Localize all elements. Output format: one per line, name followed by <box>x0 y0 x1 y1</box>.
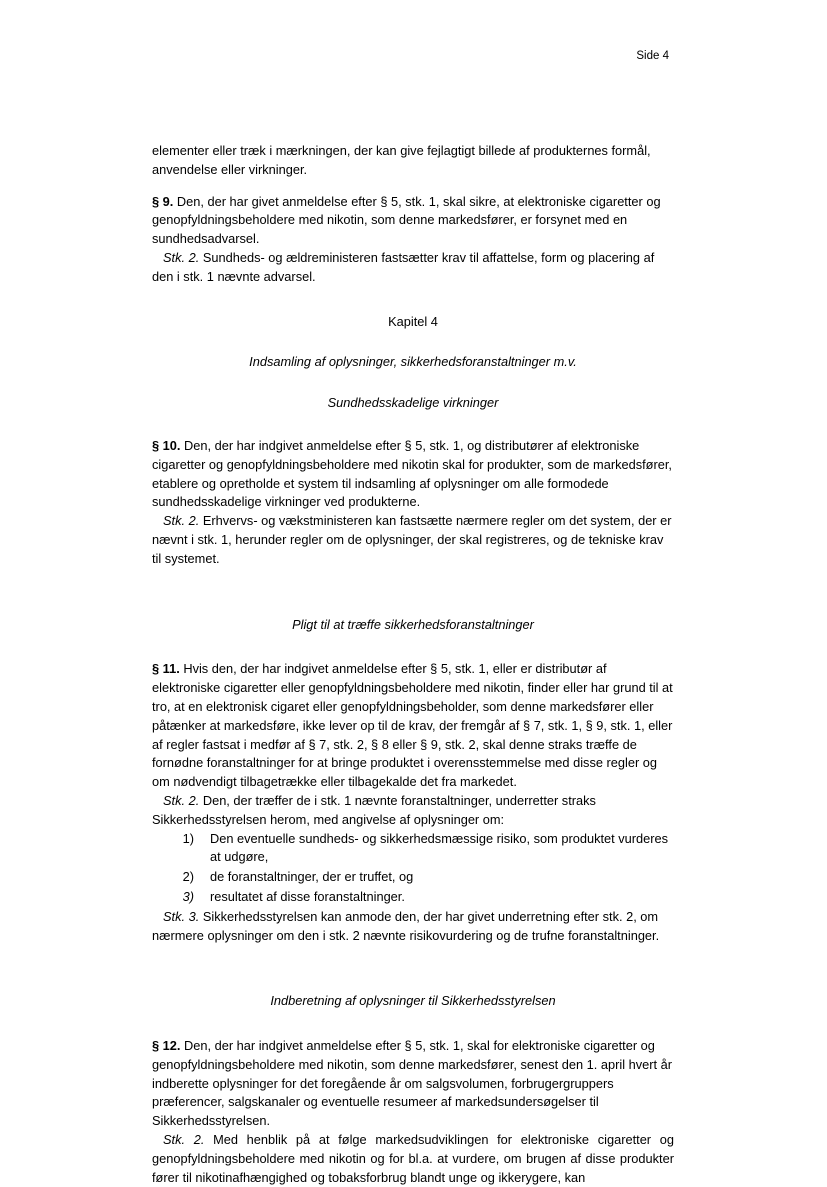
section-10-text: Den, der har indgivet anmeldelse efter § 5, stk. 1, og distributører af elektroniske cigaretter og genopfyldningsbeholdere med nikotin skal for produkter, som de markedsfører, etablere og opretholde et system til indsamling af oplysninger om alle formodede sundhedsskadelige virkninger ved produkterne. <box>152 437 672 510</box>
list-item-text: resultatet af disse foranstaltninger. <box>210 888 405 904</box>
list-item-number: 2) <box>182 869 194 885</box>
section-11-stk2-marker: Stk. 2. <box>163 792 200 808</box>
spacer-after-pligt <box>152 634 674 660</box>
section-11-stk2 <box>152 792 674 830</box>
section-10-paragraph <box>152 437 674 512</box>
section-10-stk2-marker: Stk. 2. <box>163 513 200 529</box>
document-body <box>152 142 674 1187</box>
list-item-number: 3) <box>182 888 194 904</box>
section-11-list <box>152 830 674 907</box>
section-heading-sundhedsskadelige: Sundhedsskadelige virkninger <box>327 395 499 411</box>
section-10-marker: § 10. <box>152 437 181 453</box>
section-9-text: Den, der har givet anmeldelse efter § 5, stk. 1, skal sikre, at elektroniske cigaretter og genopfyldningsbeholdere med nikotin, som denne markedsfører, er forsynet med en sundhedsadvarsel. <box>152 193 661 247</box>
section-11-stk3 <box>152 908 674 946</box>
section-11-stk2-text: Den, der træffer de i stk. 1 nævnte foranstaltninger, underretter straks Sikkerhedsstyrelsen herom, med angivelse af oplysninger om: <box>152 792 596 827</box>
chapter-heading-block <box>152 313 674 413</box>
page-header <box>0 50 827 62</box>
paragraph-intro: elementer eller træk i mærkningen, der kan give fejlagtigt billede af produkternes formål, anvendelse eller virkninger. <box>152 143 651 177</box>
section-12-stk2-marker: Stk. 2. <box>163 1132 205 1148</box>
section-12-stk2-text: Med henblik på at følge markedsudviklingen for elektroniske cigaretter og genopfyldningsbeholdere med nikotin og for bl.a. at vurdere, om brugen af disse produkter fører til nikotinafhængighed og tobaksforbrug blandt unge og ikkerygere, kan <box>152 1132 674 1185</box>
list-item-text: de foranstaltninger, der er truffet, og <box>210 869 414 885</box>
list-item-number: 1) <box>182 830 194 846</box>
section-12-text: Den, der har indgivet anmeldelse efter § 5, stk. 1, skal for elektroniske cigaretter og genopfyldningsbeholdere med nikotin, som denne markedsfører, senest den 1. april hvert år indberette oplysninger for det foregående år om salgsvolumen, forbrugergruppers præferencer, salgskanaler og eventuelle resumeer af markedsundersøgelser til Sikkerhedsstyrelsen. <box>152 1038 672 1129</box>
section-9-stk2-marker: Stk. 2. <box>163 249 200 265</box>
section-9-stk2-text: Sundheds- og ældreministeren fastsætter krav til affattelse, form og placering af den i stk. 1 nævnte advarsel. <box>152 249 655 284</box>
spacer-after-indberetning <box>152 1011 674 1037</box>
chapter-title: Kapitel 4 <box>388 313 438 329</box>
section-11-text: Hvis den, der har indgivet anmeldelse efter § 5, stk. 1, eller er distributør af elektroniske cigaretter eller genopfyldningsbeholdere med nikotin, finder eller har grund til at tro, at en elektronisk cigaret eller genopfyldningsbeholder, som denne markedsfører eller påtænker at markedsføre, ikke lever op til de krav, der fremgår af § 7, stk. 1, § 9, stk. 1, eller af regler fastsat i medfør af § 7, stk. 2, § 8 eller § 9, stk. 2, skal denne straks træffe de fornødne foranstaltninger for at bringe produktet i overensstemmelse med disse regler og om nødvendigt tilbagetrække eller tilbagekalde det fra markedet. <box>152 661 673 790</box>
list-item <box>170 830 674 868</box>
spacer-before-pligt <box>152 582 674 616</box>
section-9-stk2 <box>152 249 674 287</box>
section-9-paragraph <box>152 193 674 249</box>
spacer-before-indberetning <box>152 958 674 992</box>
section-heading-pligt: Pligt til at træffe sikkerhedsforanstaltninger <box>292 616 534 632</box>
section-12-marker: § 12. <box>152 1038 181 1054</box>
section-12-stk2 <box>152 1131 674 1187</box>
list-item <box>170 888 674 907</box>
section-11-paragraph <box>152 660 674 792</box>
section-11-stk3-text: Sikkerhedsstyrelsen kan anmode den, der har givet underretning efter stk. 2, om nærmere oplysninger om den i stk. 2 nævnte risikovurdering og de trufne foranstaltninger. <box>152 908 660 943</box>
section-9-marker: § 9. <box>152 193 174 209</box>
list-item <box>170 868 674 887</box>
section-10-stk2-text: Erhvervs- og vækstministeren kan fastsætte nærmere regler om det system, der er nævnt i stk. 1, herunder regler om de oplysninger, der skal registreres, og de tekniske krav til systemet. <box>152 513 672 566</box>
section-11-marker: § 11. <box>152 661 180 677</box>
page-number-label: Side 4 <box>636 50 669 62</box>
section-11-stk3-marker: Stk. 3. <box>163 908 200 924</box>
list-item-text: Den eventuelle sundheds- og sikkerhedsmæssige risiko, som produktet vurderes at udgøre, <box>210 830 669 865</box>
section-heading-indberetning: Indberetning af oplysninger til Sikkerhedsstyrelsen <box>270 993 556 1009</box>
section-12-paragraph <box>152 1037 674 1131</box>
chapter-subtitle: Indsamling af oplysninger, sikkerhedsforanstaltninger m.v. <box>249 354 577 370</box>
section-10-stk2 <box>152 512 674 568</box>
